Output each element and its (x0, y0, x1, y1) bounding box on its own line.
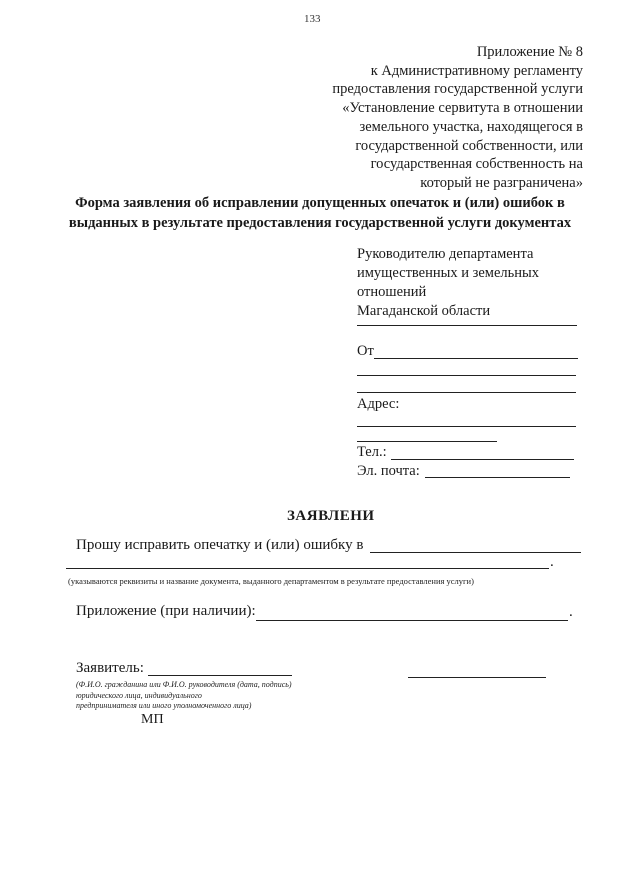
phone-field[interactable] (391, 459, 574, 460)
addressee-name-line[interactable] (357, 325, 577, 326)
applicant-hint (76, 680, 376, 712)
applicant-name-field[interactable] (148, 675, 292, 676)
request-field-continued[interactable] (66, 568, 549, 569)
request-hint: (указываются реквизиты и название документа, выданного департаментом в результате предоставления услуги) (68, 576, 474, 586)
attachment-field[interactable] (256, 620, 568, 621)
addressee-line: Руководителю департамента (357, 246, 534, 262)
applicant-signature-field[interactable] (408, 677, 546, 678)
appendix-line: предоставления государственной услуги (332, 81, 583, 98)
appendix-line: к Административному регламенту (370, 62, 583, 79)
form-title: Форма заявления об исправлении допущенных опечаток и (или) ошибок в выданных в результате предоставления государственной услуги документах (68, 195, 572, 231)
phone-label: Тел.: (357, 444, 387, 460)
email-field[interactable] (425, 477, 570, 478)
request-period: . (550, 554, 554, 570)
applicant-hint-line: предпринимателя или иного уполномоченного лица) (76, 701, 252, 710)
applicant-label: Заявитель: (76, 660, 144, 676)
stamp-placeholder: МП (141, 712, 164, 727)
address-label: Адрес: (357, 396, 400, 412)
appendix-line: государственной собственности, или (355, 137, 583, 154)
appendix-line: Приложение № 8 (476, 44, 583, 60)
appendix-header (223, 43, 583, 193)
from-field-extra-2[interactable] (357, 392, 576, 393)
statement-heading: ЗАЯВЛЕНИ (287, 508, 375, 524)
appendix-line: государственная собственность на (370, 156, 583, 173)
addressee-block (357, 245, 597, 321)
appendix-line: «Установление сервитута в отношении (342, 100, 583, 117)
request-text: Прошу исправить опечатку и (или) ошибку в (76, 537, 364, 553)
from-field[interactable] (374, 358, 578, 359)
addressee-line: Магаданской области (357, 303, 491, 319)
addressee-line: имущественных и земельных (357, 265, 540, 281)
email-label: Эл. почта: (357, 463, 420, 479)
request-field[interactable] (370, 552, 581, 553)
appendix-line: земельного участка, находящегося в (359, 118, 583, 135)
from-label: От (357, 343, 374, 359)
applicant-hint-line: (Ф.И.О. гражданина или Ф.И.О. руководителя (дата, подпись) (76, 680, 292, 689)
applicant-hint-line: юридического лица, индивидуального (76, 690, 202, 700)
attachment-period: . (569, 604, 573, 620)
appendix-line: который не разграничена» (420, 174, 583, 191)
address-field-1[interactable] (357, 426, 576, 427)
page-number: 133 (304, 13, 321, 25)
from-field-extra-1[interactable] (357, 375, 576, 376)
address-field-2[interactable] (357, 441, 497, 442)
addressee-line: отношений (357, 284, 427, 300)
attachment-label: Приложение (при наличии): (76, 603, 256, 619)
